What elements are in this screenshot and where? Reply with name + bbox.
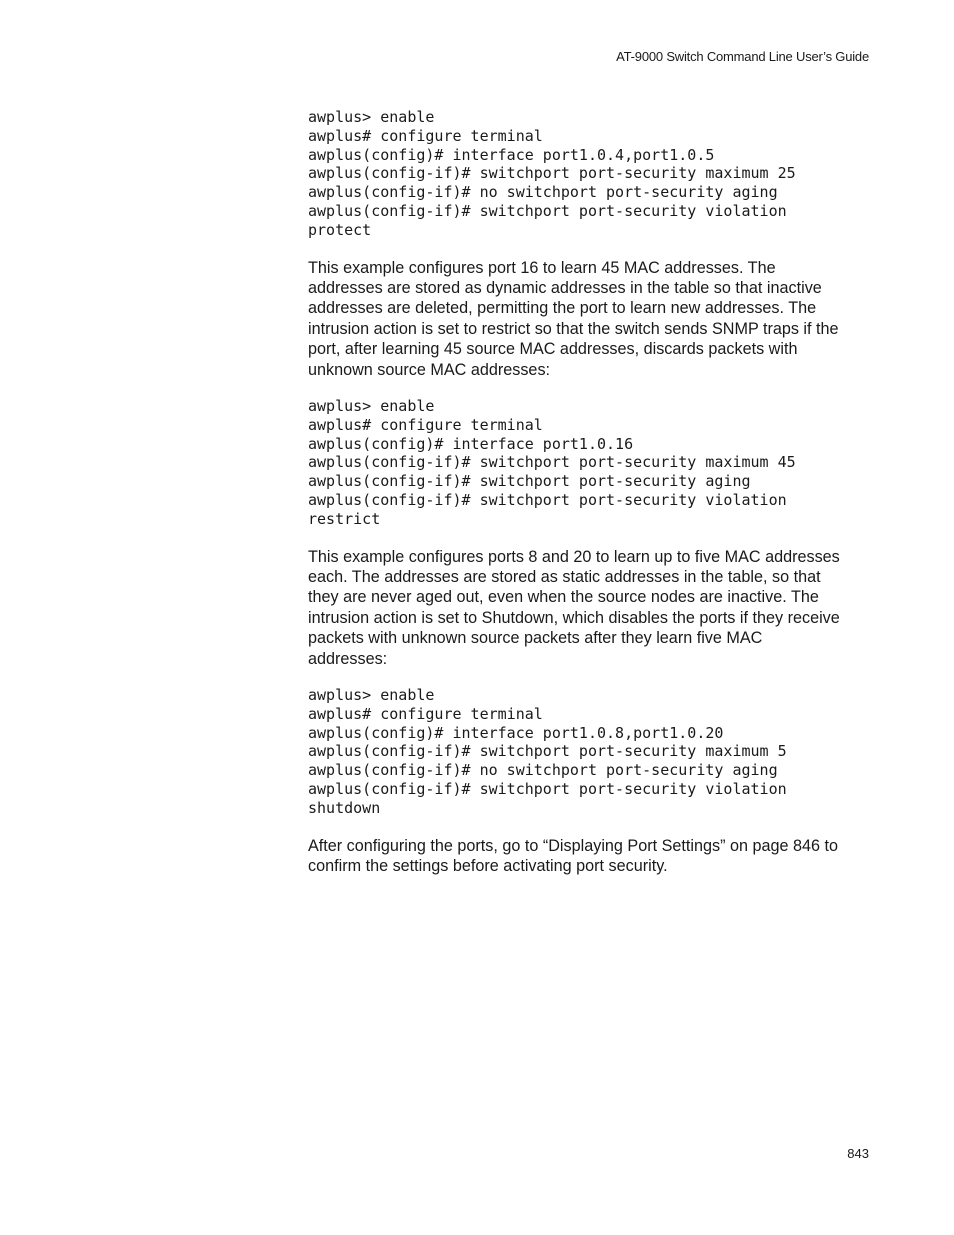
code-line: awplus(config-if)# no switchport port-security aging (308, 183, 778, 202)
paragraph-line: This example configures port 16 to learn 45 MAC addresses. The (308, 258, 776, 277)
paragraph-line: addresses are stored as dynamic addresses in the table so that inactive (308, 278, 822, 297)
code-line: awplus> enable (308, 686, 435, 705)
code-line: awplus# configure terminal (308, 126, 543, 145)
code-line: awplus(config)# interface port1.0.4,port1.0.5 (308, 145, 715, 164)
code-line: awplus(config-if)# switchport port-security maximum 25 (308, 164, 796, 183)
code-line: awplus(config)# interface port1.0.8,port1.0.20 (308, 723, 724, 742)
code-block-3 (308, 686, 870, 818)
code-block-1 (308, 108, 870, 240)
paragraph-line: After configuring the ports, go to “Displaying Port Settings” on page 846 to (308, 836, 838, 855)
code-line: awplus(config-if)# switchport port-security violation (308, 780, 787, 799)
paragraph-line: packets with unknown source packets after they learn five MAC (308, 629, 763, 648)
code-line: awplus(config-if)# switchport port-security maximum 5 (308, 742, 787, 761)
code-line: awplus(config-if)# switchport port-security maximum 45 (308, 453, 796, 472)
code-line: awplus(config-if)# switchport port-security violation (308, 491, 787, 509)
code-line: awplus> enable (308, 108, 435, 126)
running-header: AT-9000 Switch Command Line User’s Guide (616, 49, 869, 64)
paragraph-3 (308, 836, 870, 877)
paragraph-line: port, after learning 45 source MAC addresses, discards packets with (308, 340, 798, 359)
code-line: awplus(config-if)# switchport port-security aging (308, 472, 751, 491)
paragraph-line: This example configures ports 8 and 20 to learn up to five MAC addresses (308, 547, 840, 566)
paragraph-line: addresses are deleted, permitting the port to learn new addresses. The (308, 299, 817, 318)
code-line: protect (308, 220, 372, 239)
code-block-2 (308, 397, 870, 529)
paragraph-line: unknown source MAC addresses: (308, 360, 551, 379)
paragraph-2 (308, 547, 870, 669)
page-content (308, 108, 870, 876)
paragraph-line: intrusion action is set to Shutdown, which disables the ports if they receive (308, 608, 840, 627)
code-line: awplus# configure terminal (308, 415, 543, 434)
code-line: shutdown (308, 798, 381, 817)
paragraph-line: they are never aged out, even when the source nodes are inactive. The (308, 588, 819, 607)
code-line: awplus(config)# interface port1.0.16 (308, 434, 634, 453)
paragraph-line: intrusion action is set to restrict so that the switch sends SNMP traps if the (308, 319, 839, 338)
code-line: awplus(config-if)# switchport port-security violation (308, 201, 787, 220)
paragraph-1 (308, 258, 870, 380)
paragraph-line: confirm the settings before activating port security. (308, 857, 668, 876)
code-line: awplus# configure terminal (308, 704, 543, 723)
code-line: awplus(config-if)# no switchport port-security aging (308, 761, 778, 780)
code-line: restrict (308, 509, 381, 528)
code-line: awplus> enable (308, 397, 435, 416)
paragraph-line: each. The addresses are stored as static addresses in the table, so that (308, 568, 821, 586)
page-number: 843 (847, 1146, 869, 1161)
paragraph-line: addresses: (308, 649, 388, 668)
